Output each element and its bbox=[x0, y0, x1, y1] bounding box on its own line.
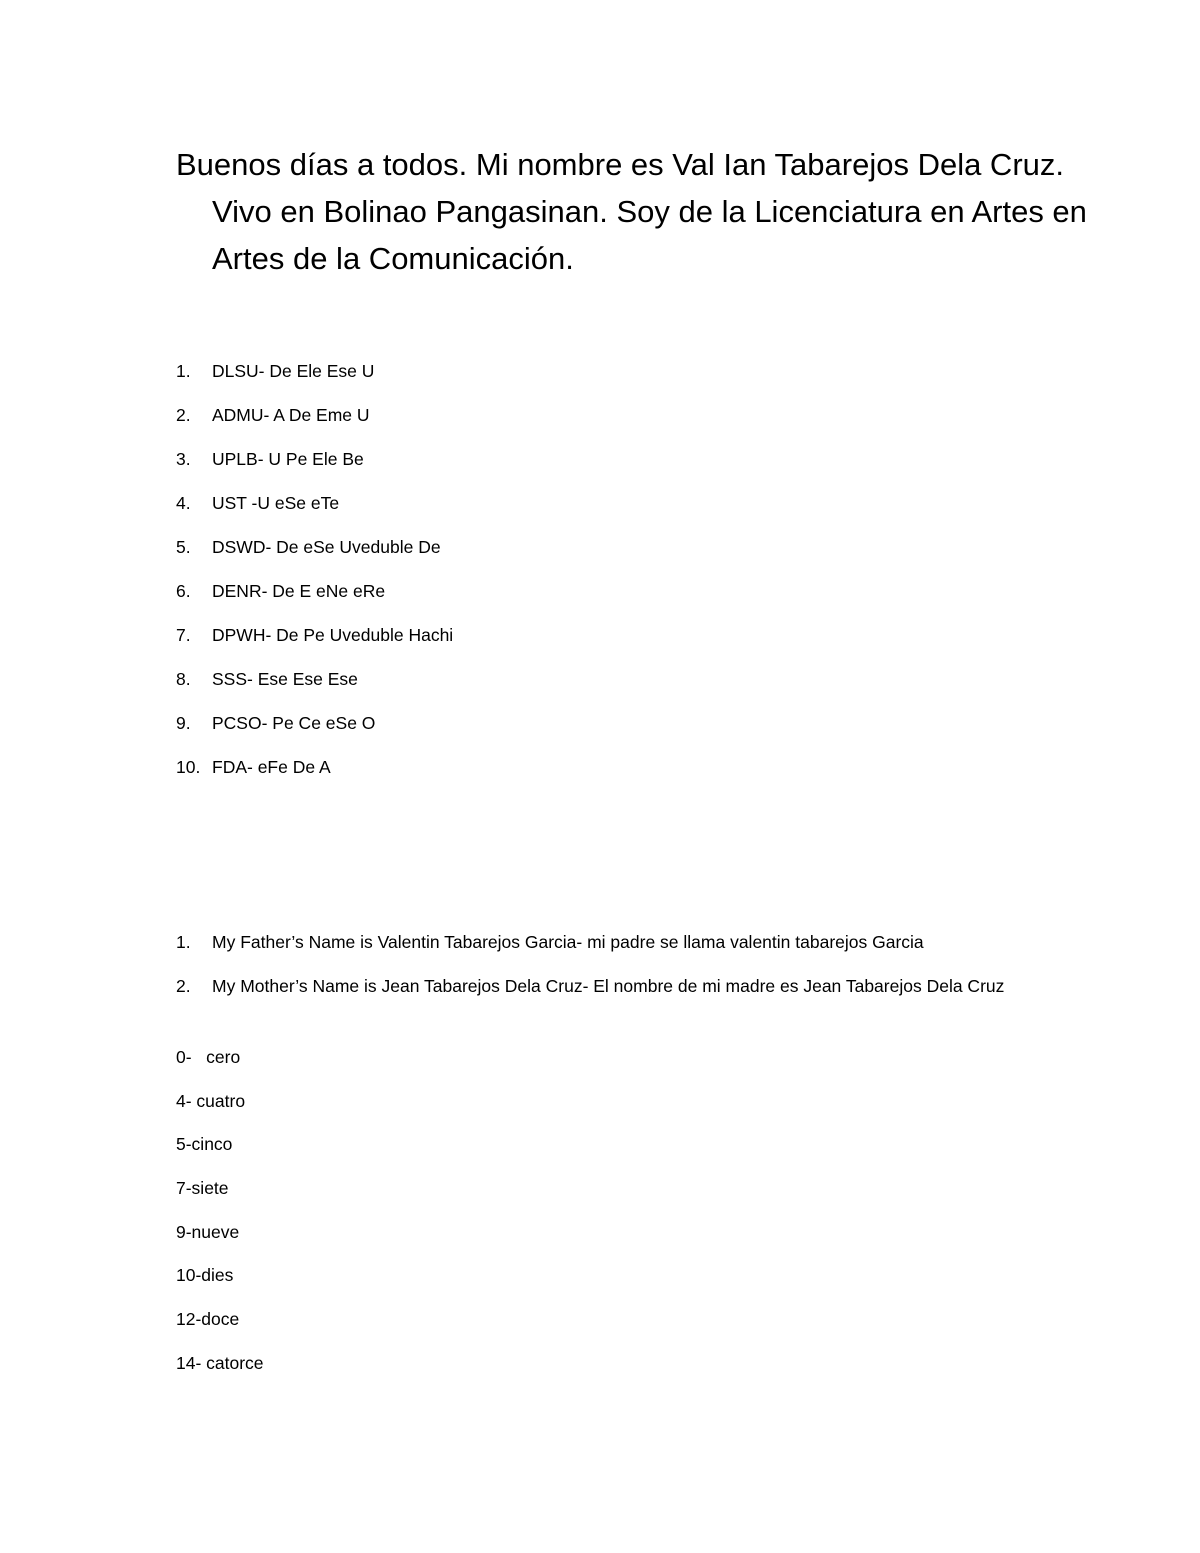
acronym-list bbox=[176, 358, 453, 798]
number-word-item: 9-nueve bbox=[176, 1221, 240, 1242]
list-text: DENR- De E eNe eRe bbox=[212, 581, 386, 601]
family-list bbox=[176, 928, 1056, 1016]
list-number: 7. bbox=[176, 625, 191, 645]
number-word-item: 14- catorce bbox=[176, 1352, 264, 1373]
number-word-item: 10-dies bbox=[176, 1265, 234, 1286]
list-item bbox=[176, 402, 453, 446]
list-text: PCSO- Pe Ce eSe O bbox=[212, 713, 376, 733]
list-text: My Mother’s Name is Jean Tabarejos Dela Cruz- El nombre de mi madre es Jean Tabarejos Dela Cruz bbox=[212, 976, 1005, 996]
list-number: 3. bbox=[176, 449, 191, 469]
number-word-item: 12-doce bbox=[176, 1309, 240, 1330]
list-item bbox=[176, 446, 453, 490]
list-number: 10. bbox=[176, 757, 201, 777]
number-word-item: 7-siete bbox=[176, 1178, 229, 1199]
list-item bbox=[176, 490, 453, 534]
list-item bbox=[176, 710, 453, 754]
list-item bbox=[176, 534, 453, 578]
intro-paragraph: Buenos días a todos. Mi nombre es Val Ian Tabarejos Dela Cruz. Vivo en Bolinao Pangasinan. Soy de la Licenciatura en Artes en Artes de la Comunicación. bbox=[176, 147, 1087, 276]
number-word-item: 0- cero bbox=[176, 1047, 241, 1067]
list-text: SSS- Ese Ese Ese bbox=[212, 669, 358, 689]
number-words-list bbox=[176, 1044, 264, 1394]
list-item bbox=[176, 754, 453, 798]
list-text: DSWD- De eSe Uveduble De bbox=[212, 537, 441, 557]
list-text: UST -U eSe eTe bbox=[212, 493, 340, 513]
list-number: 2. bbox=[176, 405, 191, 425]
list-text: FDA- eFe De A bbox=[212, 757, 331, 777]
list-item bbox=[176, 622, 453, 666]
number-word-item: 4- cuatro bbox=[176, 1090, 246, 1111]
list-number: 6. bbox=[176, 581, 191, 601]
list-number: 8. bbox=[176, 669, 191, 689]
list-number: 4. bbox=[176, 493, 191, 513]
list-text: DLSU- De Ele Ese U bbox=[212, 361, 375, 381]
list-text: My Father’s Name is Valentin Tabarejos Garcia- mi padre se llama valentin tabarejos Garcia bbox=[212, 932, 924, 952]
list-text: DPWH- De Pe Uveduble Hachi bbox=[212, 625, 454, 645]
list-number: 1. bbox=[176, 932, 191, 952]
number-word-item: 5-cinco bbox=[176, 1134, 233, 1155]
list-text: UPLB- U Pe Ele Be bbox=[212, 449, 364, 469]
list-text: ADMU- A De Eme U bbox=[212, 405, 370, 425]
list-number: 1. bbox=[176, 361, 191, 381]
list-item bbox=[176, 972, 1056, 1000]
list-number: 2. bbox=[176, 976, 191, 996]
list-number: 9. bbox=[176, 713, 191, 733]
list-item bbox=[176, 578, 453, 622]
list-item bbox=[176, 358, 453, 402]
list-item bbox=[176, 928, 1056, 956]
list-item bbox=[176, 666, 453, 710]
list-number: 5. bbox=[176, 537, 191, 557]
